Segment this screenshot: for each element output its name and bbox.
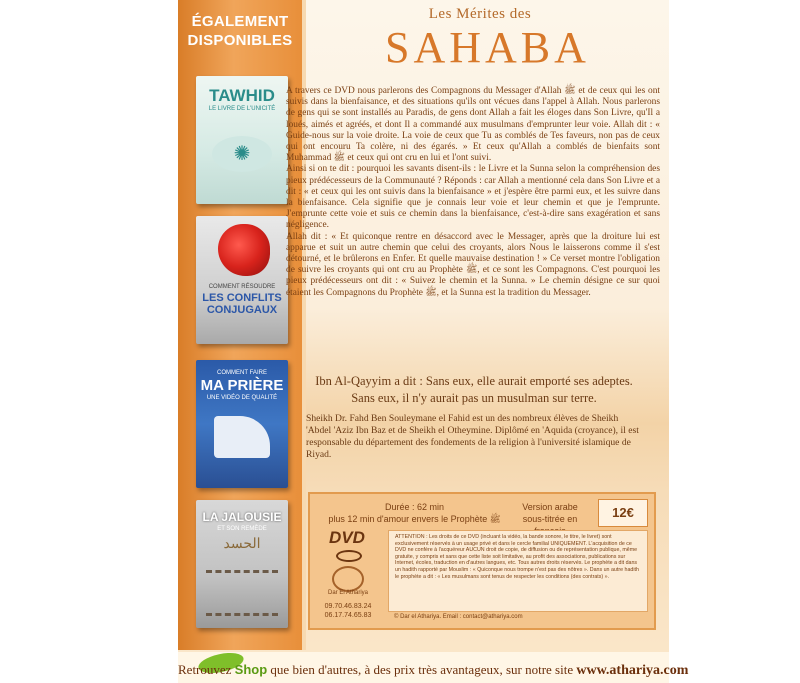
disc-icon	[336, 550, 362, 562]
copyright-warning: ATTENTION : Les droits de ce DVD (incluant la vidéo, la bande sonore, le titre, le livret) sont exclusivement réservés à un usage privé et dans le cercle familial UNIQUEMENT. L'acquisition de ce DVD ne confère à l'acquéreur AUCUN droit de copie, de diffusion ou de représentation publique, même gratuite, y compris et sans que cette liste soit limitative, au profit des associations, publications sur Internet, écoles, traduction en d'autres langues, etc. Tous autres droits réservés. Le prophète a dit dans un hadith rapporté par Mouslim : « Quiconque nous trompe n'est pas des nôtres ». Dans un autre hadith le prophète a dit : « Les musulmans sont tenus de respecter les conditions (des contrats) ».	[388, 530, 648, 612]
sheikh-bio: Sheikh Dr. Fahd Ben Souleymane el Fahid est un des nombreux élèves de Sheikh 'Abdel 'Aziz Ibn Baz et de Sheikh el Otheymine. Diplômé en 'Aquida (croyance), il est responsable du département des fondements de la religion à l'université islamique de Riyad.	[306, 413, 639, 460]
description-text: A travers ce DVD nous parlerons des Compagnons du Messager d'Allah ﷺ et de ceux qui les ont suivis dans la bienfaisance, et des situations qu'ils ont vécues dans l'appel à Allah. Nous parlerons de gens qui se sont installés au Paradis, de gens dont Allah a fait les éloges dans Son Livre, qu'Il a loués, aimés et agréés, et dont Il a commandé aux musulmans d'emprunter leur voie. Allah dit : « Guide-nous sur la voie droite. La voie de ceux que Tu as comblés de Tes faveurs, non pas de ceux qui ont encouru Ta colère, ni des égarés. » Et ceux qu'Allah a comblés de bienfaits sont Muhammad ﷺ et ceux qui ont cru en lui et l'ont suivi. Ainsi si on te dit : pourquoi les savants disent-ils : le Livre et la Sunna selon la compréhension des pieux prédécesseurs de la Communauté ? Réponds : car Allah a mentionné cela dans Son Livre et a dit : « et ceux qui les ont suivis dans la bienfaisance » et j'espère être parmi eux, et les suivre dans la bienfaisance. Cela signifie que je connais leur voie et leur chemin et que je l'emprunte. J'emprunte cette voie et suis ce chemin dans la bienfaisance, c'est-à-dire sans exagération et sans négligence. Allah dit : « Et quiconque rentre en désaccord avec le Messager, après que la droiture lui est apparue et suit un autre chemin que celui des croyants, alors Nous le laisserons comme il s'est détourné, et le brûlerons en Enfer. Et quelle mauvaise destination ! » Ce verset montre l'obligation de suivre les croyants qui ont cru au Prophète ﷺ, et ce sont les Compagnons. C'est pourquoi les pieux prédécesseurs ont dit : « Suivez le chemin et la Sunna. » Le chemin désigne ce sur quoi étaient les Compagnons du Prophète ﷺ, et la Sunna est la tradition du Messager.	[286, 86, 661, 298]
rose-icon	[218, 224, 270, 276]
dvd-video-logo: DVD	[329, 528, 365, 547]
publisher-name: Dar El Athariya	[327, 590, 369, 596]
dvd-cover-jalousie: LA JALOUSIE ET SON REMÈDE الحسد	[196, 500, 288, 628]
chain-icon	[206, 570, 278, 616]
dvd-cover-tawhid: TAWHID LE LIVRE DE L'UNICITÉ ✺	[196, 76, 288, 204]
publisher-logo-icon	[332, 566, 364, 592]
phone-numbers: 09.70.46.83.24 06.17.74.65.83	[324, 603, 372, 619]
shop-logo-word: Shop	[234, 662, 268, 677]
footer-banner	[178, 652, 689, 683]
dvd-cover-conflits: COMMENT RÉSOUDRE LES CONFLITS CONJUGAUX	[196, 216, 288, 344]
price-badge: 12€	[598, 499, 648, 527]
contact-line: © Dar el Athariya. Email : contact@athariya.com	[394, 614, 523, 620]
dvd-back-cover	[178, 0, 689, 683]
website-url[interactable]: www.athariya.com	[576, 663, 689, 678]
title-small: Les Mérites des	[428, 6, 532, 22]
arabic-calligraphy-icon: ✺	[212, 136, 272, 172]
language-version: Version arabe sous-titrée en	[522, 502, 578, 524]
ibn-qayyim-quote: Ibn Al-Qayyim a dit : Sans eux, elle aurait emporté ses adeptes. Sans eux, il n'y aurait pas un musulman sur terre.	[315, 374, 633, 405]
title-sahaba: SAHABA	[385, 23, 590, 72]
also-available-title: ÉGALEMENT DISPONIBLES	[187, 13, 293, 49]
product-info-box	[308, 492, 656, 630]
dvd-cover-priere: COMMENT FAIRE MA PRIÈRE UNE VIDÉO DE QUALITÉ	[196, 360, 288, 488]
duration: Durée : 62 min plus 12 min d'amour envers le Prophète ﷺ	[328, 502, 501, 524]
praying-figure-icon	[214, 416, 270, 458]
footer-text: Retrouvez Shop que bien d'autres, à des prix très avantageux, sur notre site www.athariya.com	[178, 662, 689, 678]
